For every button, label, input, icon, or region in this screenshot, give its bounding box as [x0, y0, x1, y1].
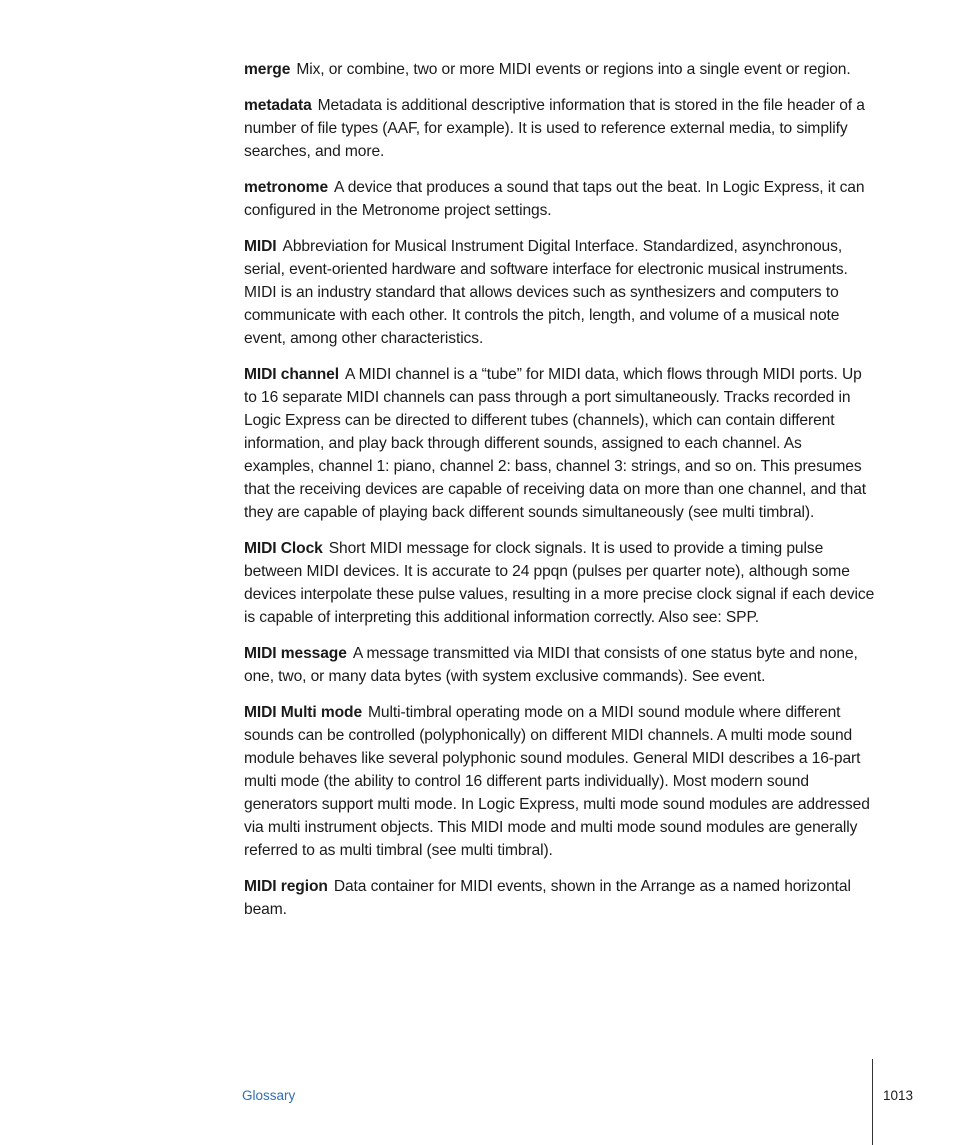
- glossary-entry-midi: [244, 235, 876, 350]
- glossary-term: MIDI: [244, 238, 277, 255]
- glossary-definition: Short MIDI message for clock signals. It is used to provide a timing pulse between MIDI devices. It is accurate to 24 ppqn (pulses per quarter note), although some devices interpolate these pulse values, resulting in a more precise clock signal if each device is capable of interpreting this additional information correctly. Also see: SPP.: [244, 540, 875, 626]
- glossary-entry-metadata: [244, 94, 876, 163]
- glossary-term: MIDI message: [244, 645, 347, 662]
- glossary-definition: A message transmitted via MIDI that consists of one status byte and none, one, two, or many data bytes (with system exclusive commands). See event.: [244, 645, 858, 685]
- glossary-entry-midi-region: [244, 875, 876, 921]
- glossary-term: merge: [244, 61, 291, 78]
- page-number: 1013: [883, 1088, 914, 1103]
- glossary-definition: A device that produces a sound that taps out the beat. In Logic Express, it can configured in the Metronome project settings.: [244, 179, 865, 219]
- glossary-definition: A MIDI channel is a “tube” for MIDI data, which flows through MIDI ports. Up to 16 separate MIDI channels can pass through a port simultaneously. Tracks recorded in Logic Express can be directed to different tubes (channels), which can contain different information, and play back through different sounds, assigned to each channel. As examples, channel 1: piano, channel 2: bass, channel 3: strings, and so on. This presumes that the receiving devices are capable of receiving data on more than one channel, and that they are capable of playing back different sounds simultaneously (see multi timbral).: [244, 366, 866, 521]
- glossary-entry-merge: [244, 58, 876, 81]
- footer-divider: [872, 1059, 873, 1145]
- footer-section-link[interactable]: Glossary: [242, 1088, 296, 1103]
- glossary-definition: Data container for MIDI events, shown in the Arrange as a named horizontal beam.: [244, 878, 851, 918]
- glossary-term: MIDI Multi mode: [244, 704, 363, 721]
- glossary-entry-midi-channel: [244, 363, 876, 524]
- glossary-content: [244, 58, 876, 934]
- glossary-term: MIDI region: [244, 878, 328, 895]
- glossary-entry-midi-clock: [244, 537, 876, 629]
- glossary-definition: Multi-timbral operating mode on a MIDI sound module where different sounds can be controlled (polyphonically) on different MIDI channels. A multi mode sound module behaves like several polyphonic sound modules. General MIDI describes a 16-part multi mode (the ability to control 16 different parts individually). Most modern sound generators support multi mode. In Logic Express, multi mode sound modules are addressed via multi instrument objects. This MIDI mode and multi mode sound modules are generally referred to as multi timbral (see multi timbral).: [244, 704, 870, 859]
- glossary-term: MIDI Clock: [244, 540, 323, 557]
- glossary-entry-midi-message: [244, 642, 876, 688]
- glossary-definition: Mix, or combine, two or more MIDI events or regions into a single event or region.: [296, 61, 851, 78]
- glossary-entry-midi-multi-mode: [244, 701, 876, 862]
- glossary-entry-metronome: [244, 176, 876, 222]
- glossary-definition: Metadata is additional descriptive information that is stored in the file header of a number of file types (AAF, for example). It is used to reference external media, to simplify searches, and more.: [244, 97, 865, 160]
- glossary-definition: Abbreviation for Musical Instrument Digital Interface. Standardized, asynchronous, serial, event-oriented hardware and software interface for electronic musical instruments. MIDI is an industry standard that allows devices such as synthesizers and computers to communicate with each other. It controls the pitch, length, and volume of a musical note event, among other characteristics.: [244, 238, 848, 347]
- glossary-term: metronome: [244, 179, 329, 196]
- glossary-term: metadata: [244, 97, 312, 114]
- glossary-term: MIDI channel: [244, 366, 339, 383]
